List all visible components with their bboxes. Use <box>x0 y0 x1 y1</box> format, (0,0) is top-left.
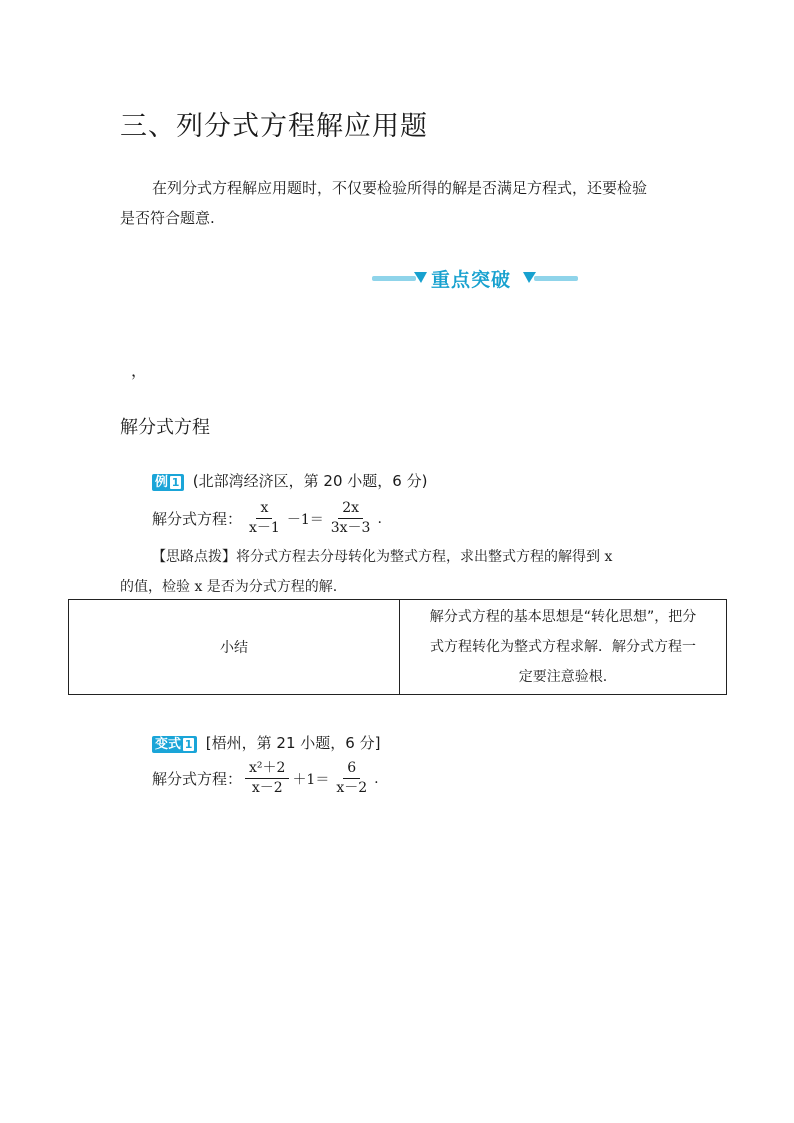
fraction-numerator: 6 <box>343 760 360 779</box>
variant-source: [梧州，第 21 小题，6 分] <box>205 734 381 752</box>
variant-badge-label: 变式 <box>155 737 182 752</box>
summary-label: 小结 <box>69 600 400 695</box>
fraction-denominator: 3x－3 <box>330 520 371 536</box>
example-header <box>152 470 427 491</box>
example-prompt: 解分式方程： <box>152 510 243 528</box>
variant-badge-number: 1 <box>184 738 193 751</box>
example-badge <box>152 474 184 491</box>
example-badge-label: 例 <box>155 475 169 490</box>
page-heading: 三、列分式方程解应用题 <box>120 111 428 142</box>
banner-left-arrow-icon <box>414 270 428 284</box>
fraction-numerator: x²＋2 <box>245 760 289 779</box>
variant-fraction-1 <box>245 760 289 797</box>
hint-paragraph <box>120 542 700 602</box>
summary-line-2: 式方程转化为整式方程求解．解分式方程一 <box>430 639 696 655</box>
fraction-numerator: x <box>256 500 272 519</box>
stray-punctuation: ， <box>131 361 148 380</box>
fraction-denominator: x－2 <box>336 780 368 796</box>
intro-line-1: 在列分式方程解应用题时，不仅要检验所得的解是否满足方程式，还要检验 <box>152 179 648 197</box>
equation-end: . <box>374 770 379 787</box>
summary-table <box>68 599 727 695</box>
example-badge-number: 1 <box>171 476 180 489</box>
summary-text <box>400 600 727 695</box>
banner-right-line <box>534 276 578 281</box>
example-source: (北部湾经济区，第 20 小题，6 分) <box>192 472 428 490</box>
summary-line-3: 定要注意验根. <box>518 669 608 685</box>
example-equation <box>152 500 382 537</box>
section-title: 解分式方程 <box>120 417 210 438</box>
fraction-denominator: x－1 <box>249 520 280 536</box>
variant-fraction-2 <box>332 760 371 797</box>
fraction-numerator: 2x <box>338 500 363 519</box>
equation-end: . <box>377 510 382 527</box>
example-fraction-2 <box>327 500 375 537</box>
hint-line-2: 的值，检验 x 是否为分式方程的解. <box>120 579 338 595</box>
banner-title: 重点突破 <box>431 269 512 291</box>
variant-equation <box>152 760 379 797</box>
example-fraction-1 <box>245 500 284 537</box>
hint-line-1: 【思路点拨】将分式方程去分母转化为整式方程，求出整式方程的解得到 x <box>152 549 613 565</box>
variant-prompt: 解分式方程： <box>152 770 243 788</box>
intro-paragraph <box>120 173 700 233</box>
summary-line-1: 解分式方程的基本思想是“转化思想”，把分 <box>429 609 697 625</box>
variant-header <box>152 732 380 753</box>
key-points-banner <box>372 262 578 292</box>
fraction-denominator: x－2 <box>251 780 283 796</box>
banner-left-line <box>372 276 416 281</box>
intro-line-2: 是否符合题意. <box>120 209 215 227</box>
variant-badge <box>152 736 197 753</box>
summary-row <box>69 600 727 695</box>
equation-middle: ＋1＝ <box>292 771 330 788</box>
equation-middle: －1＝ <box>286 511 324 528</box>
